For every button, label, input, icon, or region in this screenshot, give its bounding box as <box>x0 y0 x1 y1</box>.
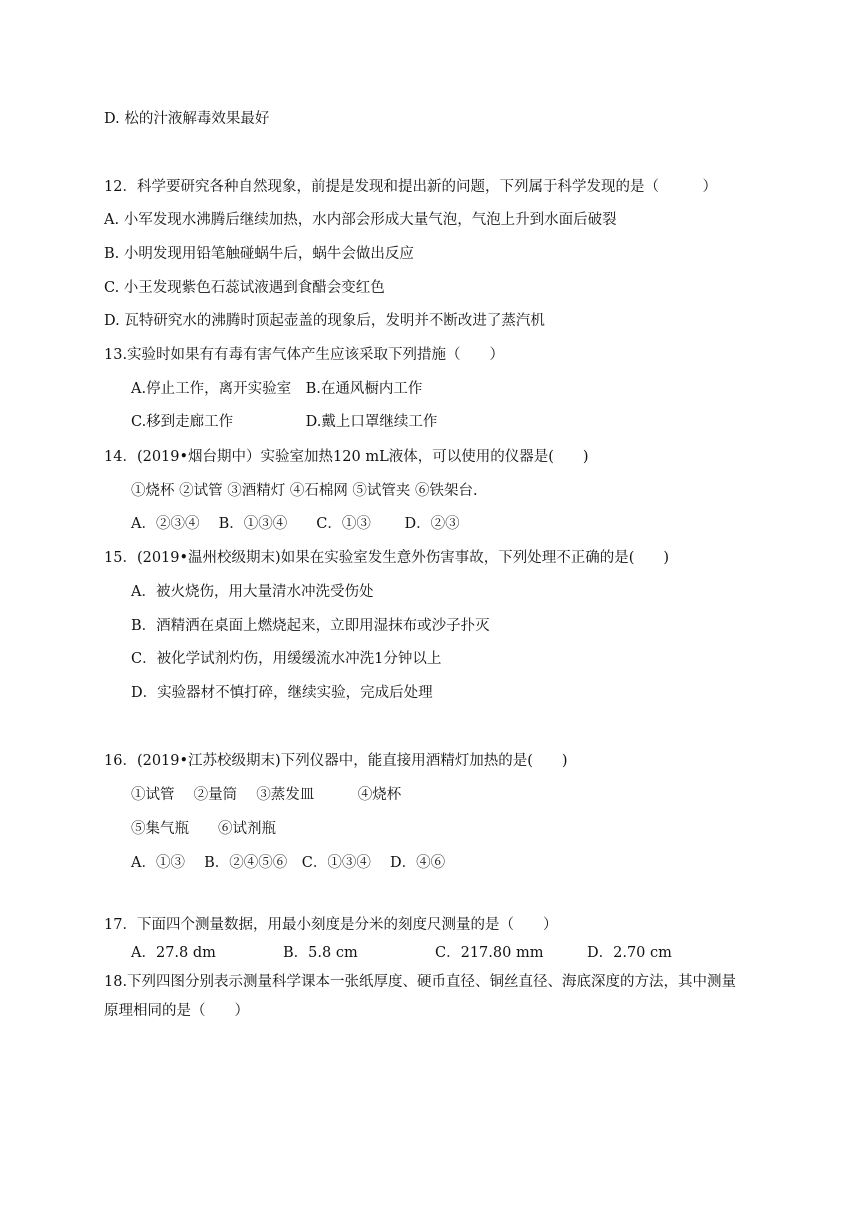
q17-options <box>131 946 672 961</box>
q18-stem-line-2: 原理相同的是（ ） <box>104 1003 249 1019</box>
q15-option-a: A．被火烧伤，用大量清水冲洗受伤处 <box>131 584 374 600</box>
q17-option-a: A．27.8 dm <box>131 945 216 961</box>
q14-items: ①烧杯 ②试管 ③酒精灯 ④石棉网 ⑤试管夹 ⑥铁架台. <box>131 483 478 499</box>
q13-stem: 13.实验时如果有有毒有害气体产生应该采取下列措施（ ） <box>104 347 505 363</box>
q16-stem: 16．(2019•江苏校级期末)下列仪器中，能直接用酒精灯加热的是( ) <box>104 753 568 769</box>
q15-option-b: B．酒精洒在桌面上燃烧起来，立即用湿抹布或沙子扑灭 <box>131 618 490 634</box>
q17-option-c: C．217.80 mm <box>435 945 544 961</box>
q14-options: A．②③④ B．①③④ C．①③ D．②③ <box>131 516 460 532</box>
q13-options-row-1: A.停止工作，离开实验室 B.在通风橱内工作 <box>131 381 423 397</box>
q12-option-b: B. 小明发现用铅笔触碰蜗牛后，蜗牛会做出反应 <box>104 246 414 262</box>
q17-option-b: B．5.8 cm <box>283 945 358 961</box>
q15-option-d: D．实验器材不慎打碎，继续实验，完成后处理 <box>131 685 433 701</box>
q16-options: A．①③ B．②④⑤⑥ C．①③④ D．④⑥ <box>131 855 446 871</box>
q17-option-d: D．2.70 cm <box>587 945 672 961</box>
q15-stem: 15．(2019•温州校级期末)如果在实验室发生意外伤害事故，下列处理不正确的是( ) <box>104 550 670 566</box>
q17-stem: 17．下面四个测量数据，用最小刻度是分米的刻度尺测量的是（ ） <box>104 917 558 933</box>
q12-option-c: C. 小王发现紫色石蕊试液遇到食醋会变红色 <box>104 280 385 296</box>
q13-options-row-2: C.移到走廊工作 D.戴上口罩继续工作 <box>131 414 438 430</box>
q12-option-a: A. 小军发现水沸腾后继续加热，水内部会形成大量气泡，气泡上升到水面后破裂 <box>104 212 617 228</box>
q14-stem: 14．(2019•烟台期中）实验室加热120 mL液体，可以使用的仪器是( ) <box>104 449 589 465</box>
q16-items-row-2: ⑤集气瓶 ⑥试剂瓶 <box>131 821 276 837</box>
q12-option-d: D. 瓦特研究水的沸腾时顶起壶盖的现象后，发明并不断改进了蒸汽机 <box>104 313 545 329</box>
q18-stem-line-1: 18.下列四图分别表示测量科学课本一张纸厚度、硬币直径、铜丝直径、海底深度的方法，其中测量 <box>104 974 737 990</box>
q15-option-c: C．被化学试剂灼伤，用缓缓流水冲洗1分钟以上 <box>131 651 442 667</box>
q16-items-row-1: ①试管 ②量筒 ③蒸发皿 ④烧杯 <box>131 787 402 803</box>
q11-option-d: D. 松的汁液解毒效果最好 <box>104 111 270 127</box>
q12-stem: 12．科学要研究各种自然现象，前提是发现和提出新的问题，下列属于科学发现的是（ ） <box>104 179 717 195</box>
